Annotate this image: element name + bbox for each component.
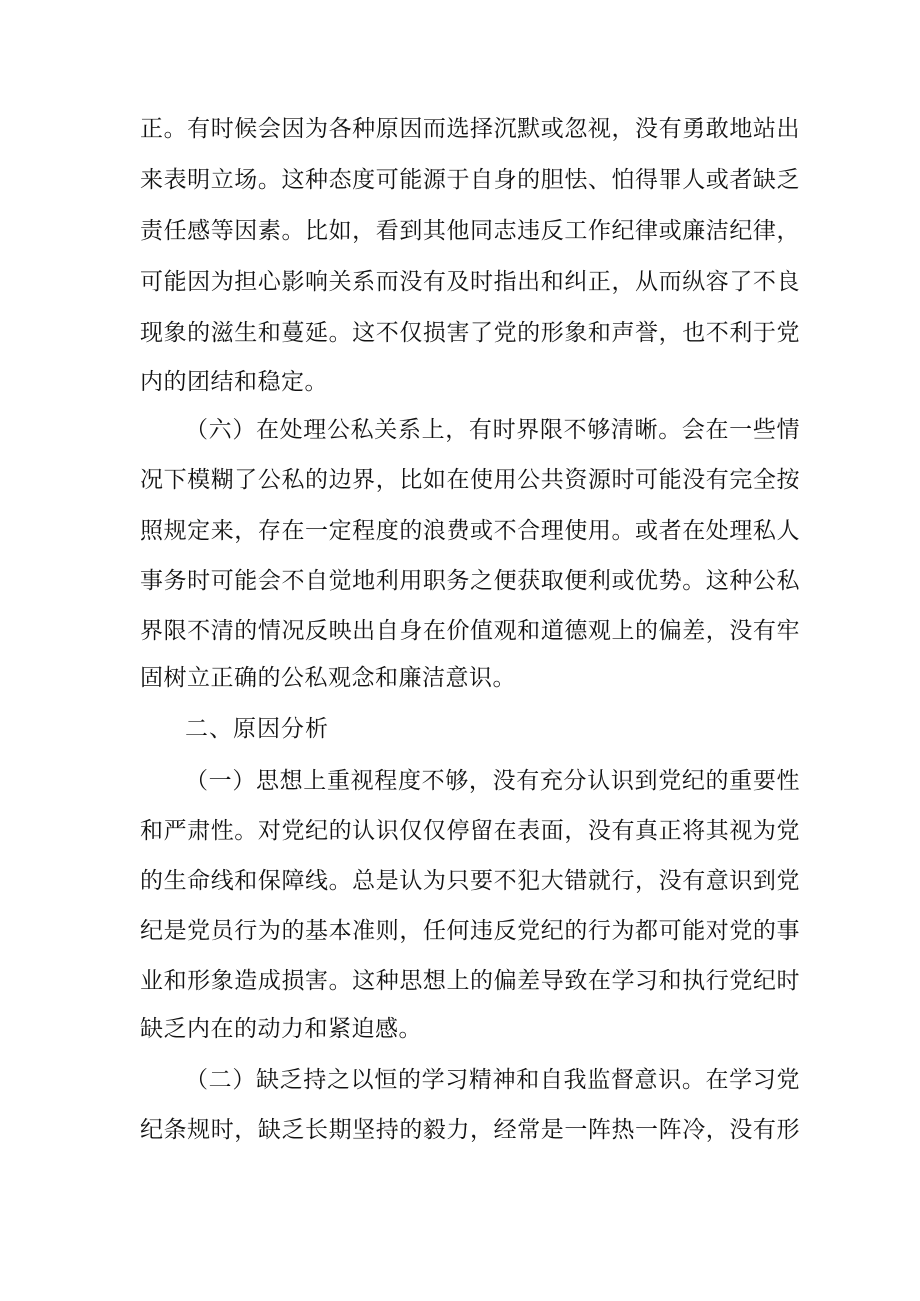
paragraph-line: 纪是党员行为的基本准则，任何违反党纪的行为都可能对党的事 bbox=[140, 918, 800, 944]
paragraph-line: 来表明立场。这种态度可能源于自身的胆怯、怕得罪人或者缺乏 bbox=[140, 167, 800, 193]
paragraph-line: 纪条规时，缺乏长期坚持的毅力，经常是一阵热一阵冷，没有形 bbox=[140, 1117, 800, 1143]
paragraph-line: 界限不清的情况反映出自身在价值观和道德观上的偏差，没有牢 bbox=[140, 618, 800, 644]
paragraph-line: 的生命线和保障线。总是认为只要不犯大错就行，没有意识到党 bbox=[140, 868, 800, 894]
paragraph-line: 内的团结和稳定。 bbox=[140, 369, 328, 395]
paragraph-line: （一）思想上重视程度不够，没有充分认识到党纪的重要性 bbox=[185, 768, 800, 794]
paragraph-line: 事务时可能会不自觉地利用职务之便获取便利或优势。这种公私 bbox=[140, 568, 800, 594]
paragraph-line: 现象的滋生和蔓延。这不仅损害了党的形象和声誉，也不利于党 bbox=[140, 320, 800, 346]
paragraph-line: 业和形象造成损害。这种思想上的偏差导致在学习和执行党纪时 bbox=[140, 968, 800, 994]
paragraph-line: 和严肃性。对党纪的认识仅仅停留在表面，没有真正将其视为党 bbox=[140, 818, 800, 844]
paragraph-line: 固树立正确的公私观念和廉洁意识。 bbox=[140, 665, 516, 691]
paragraph-line: 照规定来，存在一定程度的浪费或不合理使用。或者在处理私人 bbox=[140, 518, 800, 544]
paragraph-line: 责任感等因素。比如，看到其他同志违反工作纪律或廉洁纪律， bbox=[140, 218, 800, 244]
paragraph-line: （二）缺乏持之以恒的学习精神和自我监督意识。在学习党 bbox=[185, 1067, 800, 1093]
paragraph-line: 可能因为担心影响关系而没有及时指出和纠正，从而纵容了不良 bbox=[140, 269, 800, 295]
section-heading: 二、原因分析 bbox=[185, 716, 329, 742]
paragraph-line: （六）在处理公私关系上，有时界限不够清晰。会在一些情 bbox=[185, 417, 800, 443]
paragraph-line: 缺乏内在的动力和紧迫感。 bbox=[140, 1016, 422, 1042]
paragraph-line: 况下模糊了公私的边界，比如在使用公共资源时可能没有完全按 bbox=[140, 467, 800, 493]
paragraph-line: 正。有时候会因为各种原因而选择沉默或忽视，没有勇敢地站出 bbox=[140, 116, 800, 142]
